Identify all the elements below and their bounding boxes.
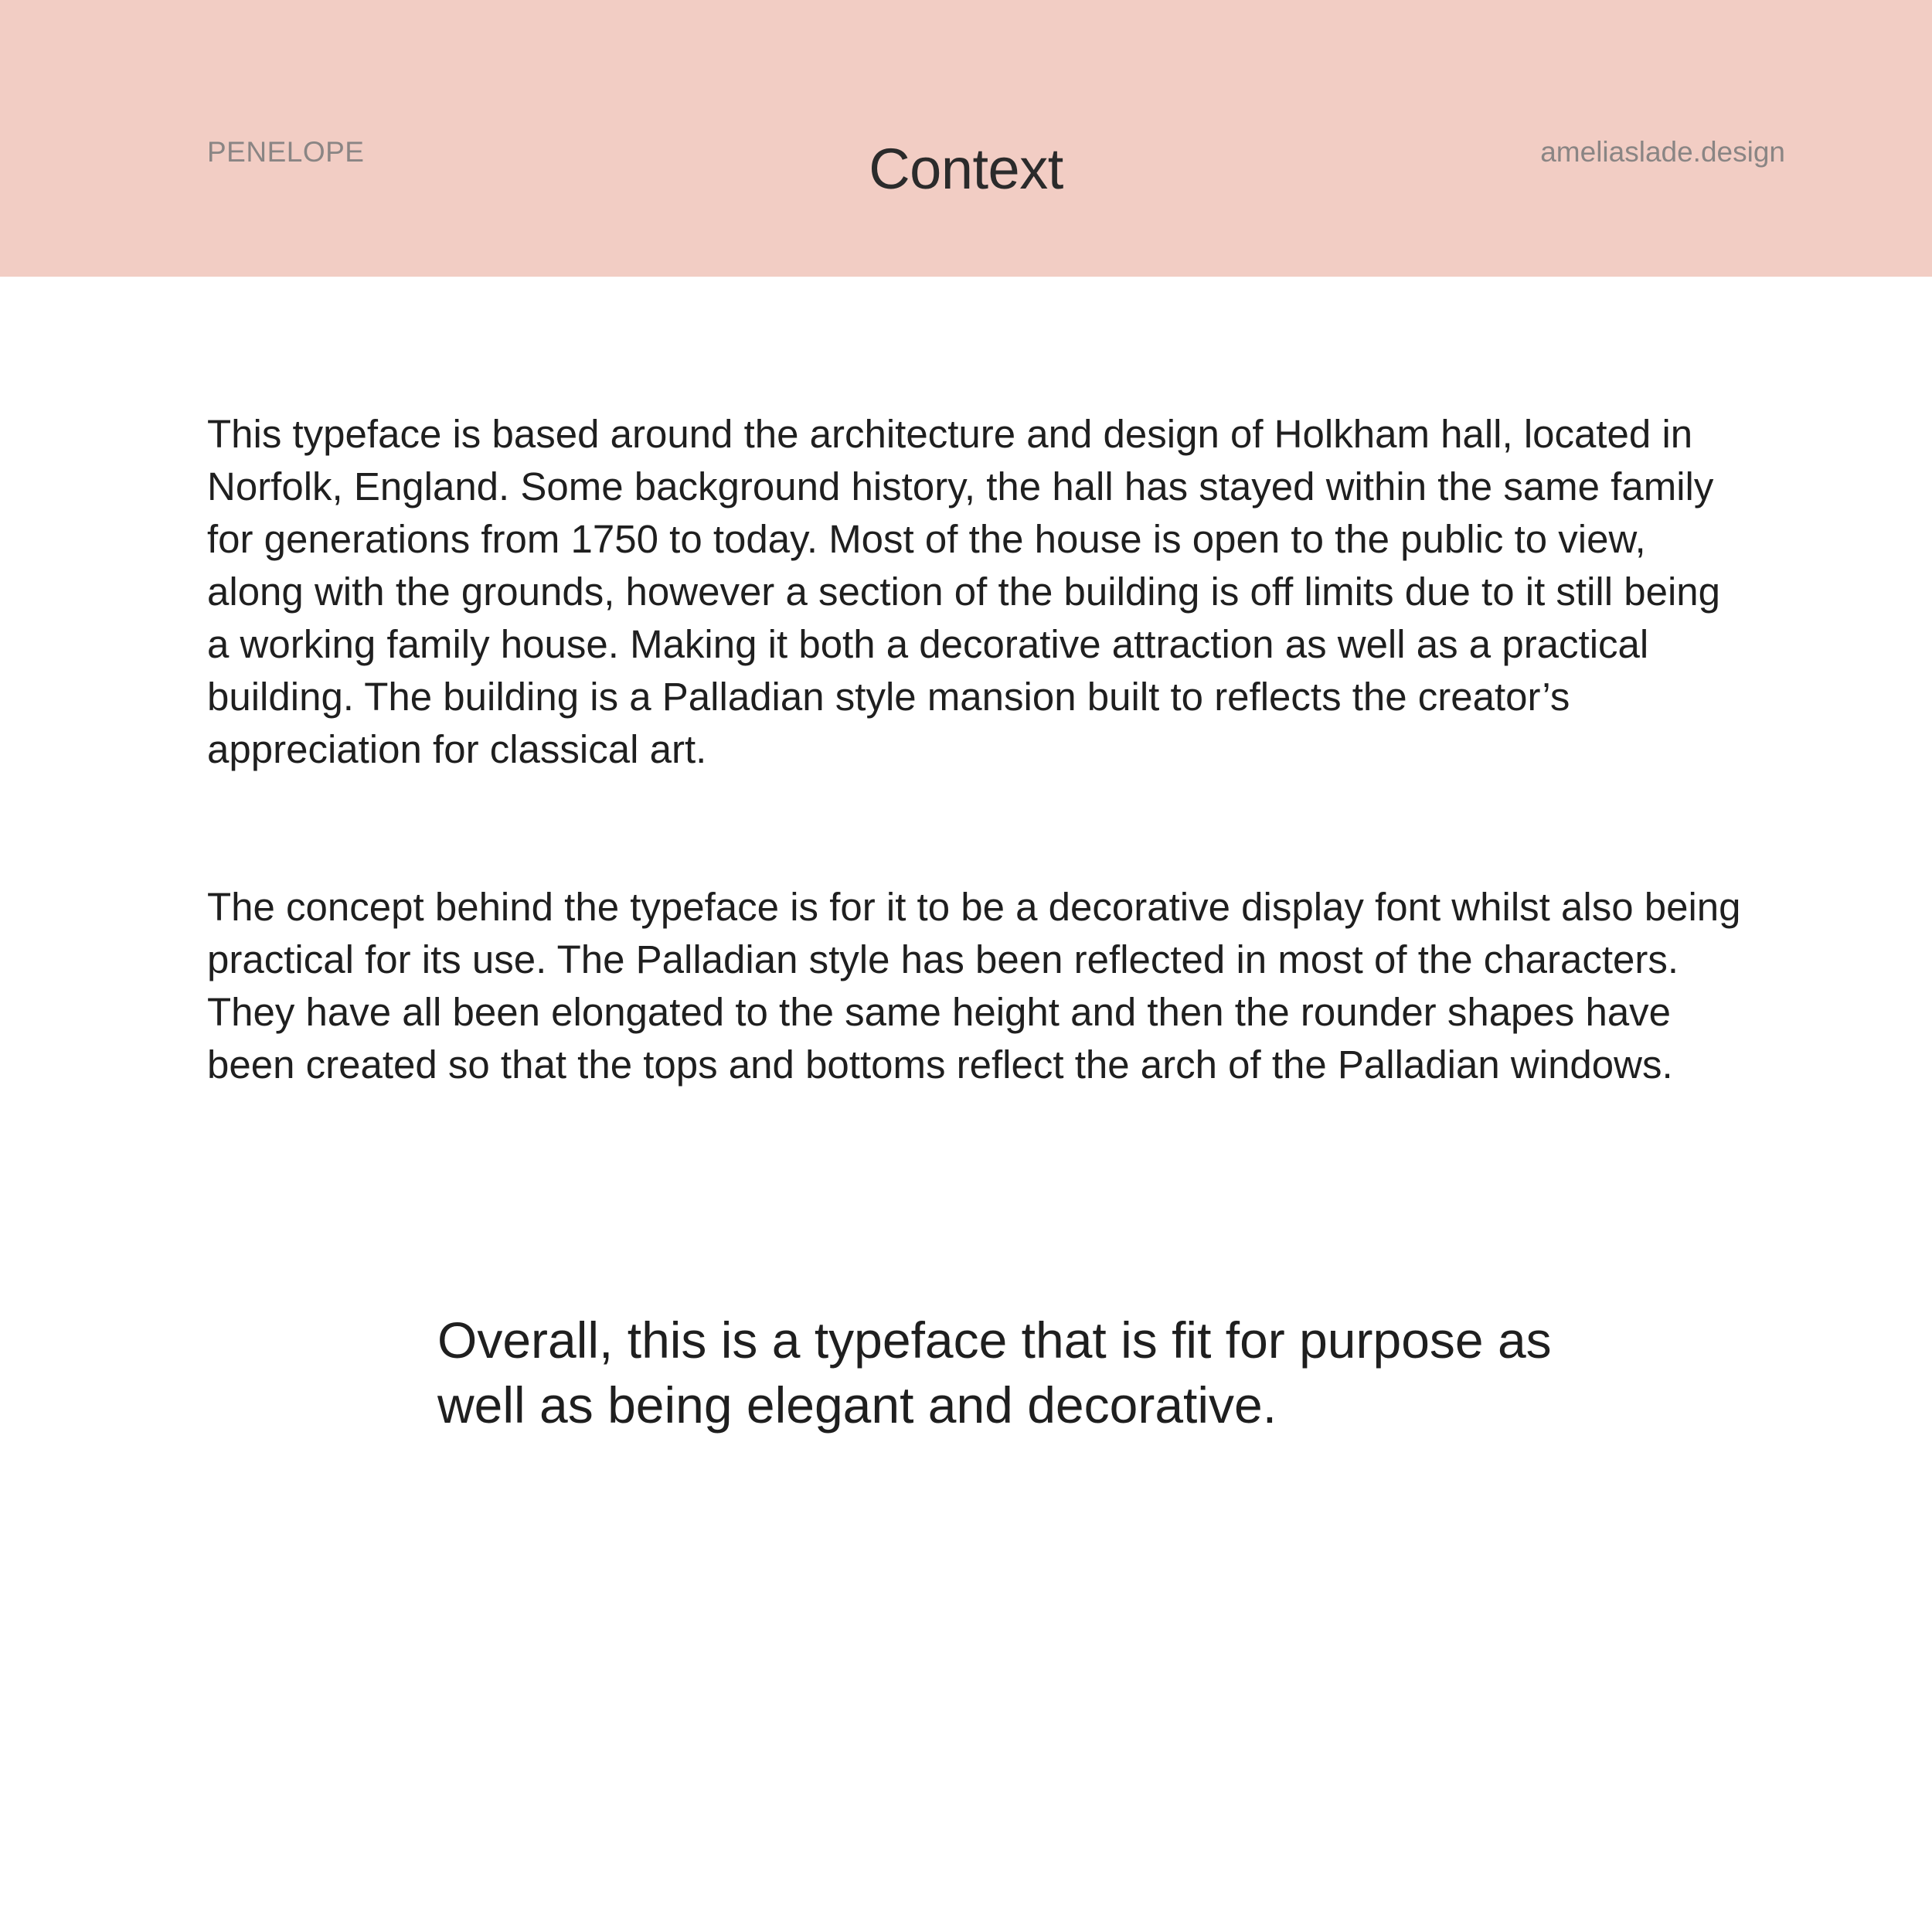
header-banner [0, 0, 1932, 277]
page-title: Context [869, 137, 1063, 201]
conclusion-statement: Overall, this is a typeface that is fit for purpose as well as being elegant and decorative. [437, 1311, 1552, 1434]
context-paragraph-2: The concept behind the typeface is for it to be a decorative display font whilst also being practical for its use. The Palladian style has been reflected in most of the characters. They have all been elongated to the same height and then the rounder shapes have been created so that the tops and bottoms reflect the arch of the Palladian windows. [207, 885, 1741, 1087]
context-paragraph-1: This typeface is based around the architecture and design of Holkham hall, located in Norfolk, England. Some background history, the hall has stayed within the same family for generations from 1750 to today. Most of the house is open to the public to view, along with the grounds, however a section of the building is off limits due to it still being a working family house. Making it both a decorative attraction as well as a practical building. The building is a Palladian style mansion built to reflects the creator’s appreciation for classical art. [207, 412, 1721, 771]
website-label: ameliaslade.design [1540, 136, 1785, 168]
project-name: PENELOPE [207, 136, 365, 168]
